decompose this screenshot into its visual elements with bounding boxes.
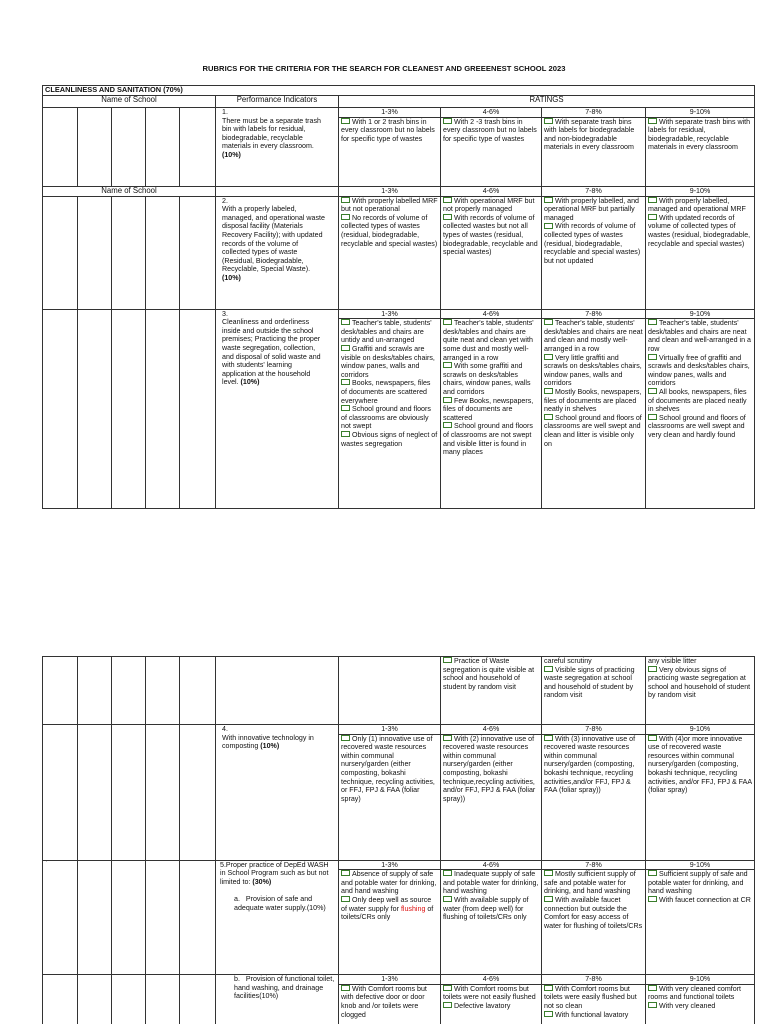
cont-rating2-cell: Practice of Waste segregation is quite visible at school and household of student by random visit — [441, 657, 542, 725]
checkbox-icon[interactable] — [648, 354, 657, 360]
checkbox-icon[interactable] — [341, 985, 350, 991]
ratings-header: RATINGS — [339, 96, 755, 108]
rating-1-3: 1-3% — [339, 186, 441, 196]
checkbox-icon[interactable] — [443, 319, 452, 325]
checkbox-icon[interactable] — [341, 405, 350, 411]
indicator-2: 2.With a properly labeled, managed, and operational waste disposal facility (Materials Recovery Facility); with updated records of the volume of collected types of waste (Residual, Biodegradable, Recyclable, Special Waste). (10%) — [216, 196, 339, 309]
checkbox-icon[interactable] — [648, 319, 657, 325]
row4-rating4-cell: With (4)or more innovative use of recovered waste resources within communal nursery/garden (composting, bokashi technique, recycling activities, and/or FFJ, FPJ & FAA (foliar spray) — [646, 734, 755, 860]
rating-7-8: 7-8% — [542, 860, 646, 870]
checkbox-icon[interactable] — [443, 197, 452, 203]
row6-rating2-cell: With Comfort rooms but toilets were not easily flushed Defective lavatory — [441, 984, 542, 1024]
checkbox-icon[interactable] — [648, 666, 657, 672]
rating-7-8: 7-8% — [542, 108, 646, 118]
rating-9-10: 9-10% — [646, 860, 755, 870]
rating-9-10: 9-10% — [646, 725, 755, 735]
rating-4-6: 4-6% — [441, 108, 542, 118]
rating-1-3: 1-3% — [339, 309, 441, 319]
checkbox-icon[interactable] — [648, 414, 657, 420]
checkbox-icon[interactable] — [544, 735, 553, 741]
checkbox-icon[interactable] — [341, 896, 350, 902]
checkbox-icon[interactable] — [648, 214, 657, 220]
row3-rating3-cell: Teacher's table, students' desk/tables and chairs are neat and clean and mostly well-arranged in a row Very little graffiti and scrawls on desks/tables chairs, window panes, walls and corridors Mostly Books, newspapers, files of documents are placed neatly in shelves School ground and floors of classrooms are well swept and clean and litter is visible only on — [542, 319, 646, 509]
checkbox-icon[interactable] — [544, 896, 553, 902]
row5-rating2-cell: Inadequate supply of safe and potable water for drinking, hand washing With available supply of water (from deep well) for flushing of toilets/CRs only — [441, 870, 542, 975]
checkbox-icon[interactable] — [341, 118, 350, 124]
checkbox-icon[interactable] — [648, 118, 657, 124]
cont-rating4-cell: any visible litter Very obvious signs of practicing waste segregation at school and household of student by random visit — [646, 657, 755, 725]
rating-9-10: 9-10% — [646, 186, 755, 196]
rating-1-3: 1-3% — [339, 860, 441, 870]
highlight-word: flushing — [400, 904, 426, 913]
checkbox-icon[interactable] — [341, 870, 350, 876]
row6-rating4-cell: With very cleaned comfort rooms and functional toilets With very cleaned — [646, 984, 755, 1024]
rating-4-6: 4-6% — [441, 975, 542, 985]
checkbox-icon[interactable] — [443, 896, 452, 902]
rating-7-8: 7-8% — [542, 186, 646, 196]
checkbox-icon[interactable] — [544, 985, 553, 991]
checkbox-icon[interactable] — [443, 214, 452, 220]
rating-7-8: 7-8% — [542, 725, 646, 735]
checkbox-icon[interactable] — [648, 870, 657, 876]
row6-rating1-cell: With Comfort rooms but with defective door or door knob and /or toilets were clogged — [339, 984, 441, 1024]
row2-rating4-cell: With properly labelled, managed and operational MRF With updated records of volume of collected types of wastes (residual, biodegradable, recyclable and special wastes) — [646, 196, 755, 309]
checkbox-icon[interactable] — [648, 735, 657, 741]
row3-rating1-cell: Teacher's table, students' desk/tables and chairs are untidy and un-arranged Graffiti and scrawls are visible on desks/tables chairs, window panes, walls and corridors Books, newspapers, files of documents are scattered everywhere School ground and floors of classrooms are obviously not swept Obvious signs of neglect of wastes segregation — [339, 319, 441, 509]
checkbox-icon[interactable] — [648, 197, 657, 203]
checkbox-icon[interactable] — [443, 985, 452, 991]
rating-7-8: 7-8% — [542, 309, 646, 319]
checkbox-icon[interactable] — [443, 1002, 452, 1008]
row1-rating2-cell: With 2 -3 trash bins in every classroom but no labels for specific type of wastes — [441, 117, 542, 186]
checkbox-icon[interactable] — [443, 422, 452, 428]
rating-4-6: 4-6% — [441, 725, 542, 735]
row5-rating4-cell: Sufficient supply of safe and potable water for drinking, and hand washing With faucet connection at CR — [646, 870, 755, 975]
checkbox-icon[interactable] — [341, 319, 350, 325]
document-title: RUBRICS FOR THE CRITERIA FOR THE SEARCH FOR CLEANEST AND GREEENEST SCHOOL 2023 — [202, 64, 566, 73]
checkbox-icon[interactable] — [544, 1011, 553, 1017]
checkbox-icon[interactable] — [544, 354, 553, 360]
row5-rating3-cell: Mostly sufficient supply of safe and potable water for drinking, and hand washing With available faucet connection but outside the Comfort for easy access of water for flushing of toilets/CRs — [542, 870, 646, 975]
checkbox-icon[interactable] — [544, 388, 553, 394]
checkbox-icon[interactable] — [648, 985, 657, 991]
checkbox-icon[interactable] — [341, 735, 350, 741]
indicator-4: 4.With innovative technology in composting (10%) — [216, 725, 339, 861]
checkbox-icon[interactable] — [443, 735, 452, 741]
checkbox-icon[interactable] — [341, 431, 350, 437]
checkbox-icon[interactable] — [648, 388, 657, 394]
rubric-table-2 — [42, 656, 755, 1024]
checkbox-icon[interactable] — [544, 666, 553, 672]
checkbox-icon[interactable] — [544, 870, 553, 876]
row2-rating1-cell: With properly labelled MRF but not operational No records of volume of collected types of wastes (residual, biodegradable, recyclable and special wastes) — [339, 196, 441, 309]
rating-1-3: 1-3% — [339, 975, 441, 985]
checkbox-icon[interactable] — [443, 870, 452, 876]
performance-indicators-header: Performance Indicators — [216, 96, 339, 108]
checkbox-icon[interactable] — [341, 214, 350, 220]
checkbox-icon[interactable] — [544, 223, 553, 229]
checkbox-icon[interactable] — [544, 319, 553, 325]
checkbox-icon[interactable] — [648, 1002, 657, 1008]
rating-7-8: 7-8% — [542, 975, 646, 985]
section-label: CLEANLINESS AND SANITATION (70%) — [43, 86, 755, 96]
rating-4-6: 4-6% — [441, 309, 542, 319]
indicator-5: 5.Proper practice of DepEd WASH in School Program such as but not limited to: (30%) a. Provision of safe and adequate water supply.(10%) — [216, 860, 339, 975]
stray-mark: ` — [43, 860, 78, 975]
indicator-3: 3.Cleanliness and orderliness inside and outside the school premises; Practicing the proper waste segregation, collection, and disposal of solid waste and with students' learning application at the household level. (10%) — [216, 309, 339, 509]
checkbox-icon[interactable] — [544, 414, 553, 420]
rating-9-10: 9-10% — [646, 975, 755, 985]
rating-4-6: 4-6% — [441, 860, 542, 870]
checkbox-icon[interactable] — [443, 397, 452, 403]
rating-4-6: 4-6% — [441, 186, 542, 196]
row3-rating2-cell: Teacher's table, students' desk/tables and chairs are quite neat and clean yet with some dust and mostly well-arranged in a row With some graffiti and scrawls on desks/tables chairs, window panes, walls and corridors Few Books, newspapers, files of documents are scattered School ground and floors of classrooms are not swept and visible litter is found in many places — [441, 319, 542, 509]
row5-rating1-cell: Absence of supply of safe and potable water for drinking, and hand washing Only deep well as source of water supply for flushing of toilets/CRs only — [339, 870, 441, 975]
row4-rating1-cell: Only (1) innovative use of recovered waste resources within communal nursery/garden (either composting, bokashi technique, recycling activities, or FFJ, FPJ & FAA (foliar spray) — [339, 734, 441, 860]
row1-rating3-cell: With separate trash bins with labels for biodegradable and non-biodegradable materials in every classroom — [542, 117, 646, 186]
row6-rating3-cell: With Comfort rooms but toilets were easily flushed but not so clean With functional lavatory — [542, 984, 646, 1024]
row2-rating3-cell: With properly labelled, and operational MRF but partially managed With records of volume of collected types of wastes (residual, biodegradable, recyclable and special wastes) but not updated — [542, 196, 646, 309]
checkbox-icon[interactable] — [341, 197, 350, 203]
row3-rating4-cell: Teacher's table, students' desk/tables and chairs are neat and clean and well-arranged in a row Virtually free of graffiti and scrawls and desks/tables chairs, window panes, walls and corridors All books, newspapers, files of documents are placed neatly in shelves School ground and floors of classrooms are well swept and very clean and hardly found — [646, 319, 755, 509]
indicator-1: 1.There must be a separate trash bin with labels for residual, biodegradable, recyclable materials in every classroom. (10%) — [216, 108, 339, 187]
checkbox-icon[interactable] — [648, 896, 657, 902]
row4-rating2-cell: With (2) innovative use of recovered waste resources within communal nursery/garden (either composting, bokashi technique,recycling activities, and/or FFJ, FPJ & FAA (foliar spray)) — [441, 734, 542, 860]
row2-rating2-cell: With operational MRF but not properly managed With records of volume of collected wastes but not all types of wastes (residual, biodegradable, recyclable and special wastes) — [441, 196, 542, 309]
page-gap — [0, 540, 768, 656]
rating-1-3: 1-3% — [339, 108, 441, 118]
checkbox-icon[interactable] — [443, 657, 452, 663]
checkbox-icon[interactable] — [341, 379, 350, 385]
checkbox-icon[interactable] — [341, 345, 350, 351]
rating-9-10: 9-10% — [646, 309, 755, 319]
checkbox-icon[interactable] — [443, 362, 452, 368]
rating-9-10: 9-10% — [646, 108, 755, 118]
checkbox-icon[interactable] — [443, 118, 452, 124]
cont-rating3-cell: careful scrutiny Visible signs of practicing waste segregation at school and household of student by random visit — [542, 657, 646, 725]
indicator-5b: b. Provision of functional toilet, hand washing, and drainage facilities(10%) — [216, 975, 339, 1024]
name-of-school-header: Name of School — [43, 96, 216, 108]
name-of-school-header-2: Name of School — [43, 186, 216, 196]
row1-rating4-cell: With separate trash bins with labels for residual, biodegradable, recyclable materials in every classroom — [646, 117, 755, 186]
checkbox-icon[interactable] — [544, 118, 553, 124]
row1-rating1-cell: With 1 or 2 trash bins in every classroom but no labels for specific type of wastes — [339, 117, 441, 186]
checkbox-icon[interactable] — [544, 197, 553, 203]
row4-rating3-cell: With (3) innovative use of recovered waste resources within communal nursery/garden (composting, bokashi technique, recycling activities,and/or FFJ, FPJ & FAA (foliar spray)) — [542, 734, 646, 860]
rating-1-3: 1-3% — [339, 725, 441, 735]
rubric-table-1 — [42, 85, 755, 509]
